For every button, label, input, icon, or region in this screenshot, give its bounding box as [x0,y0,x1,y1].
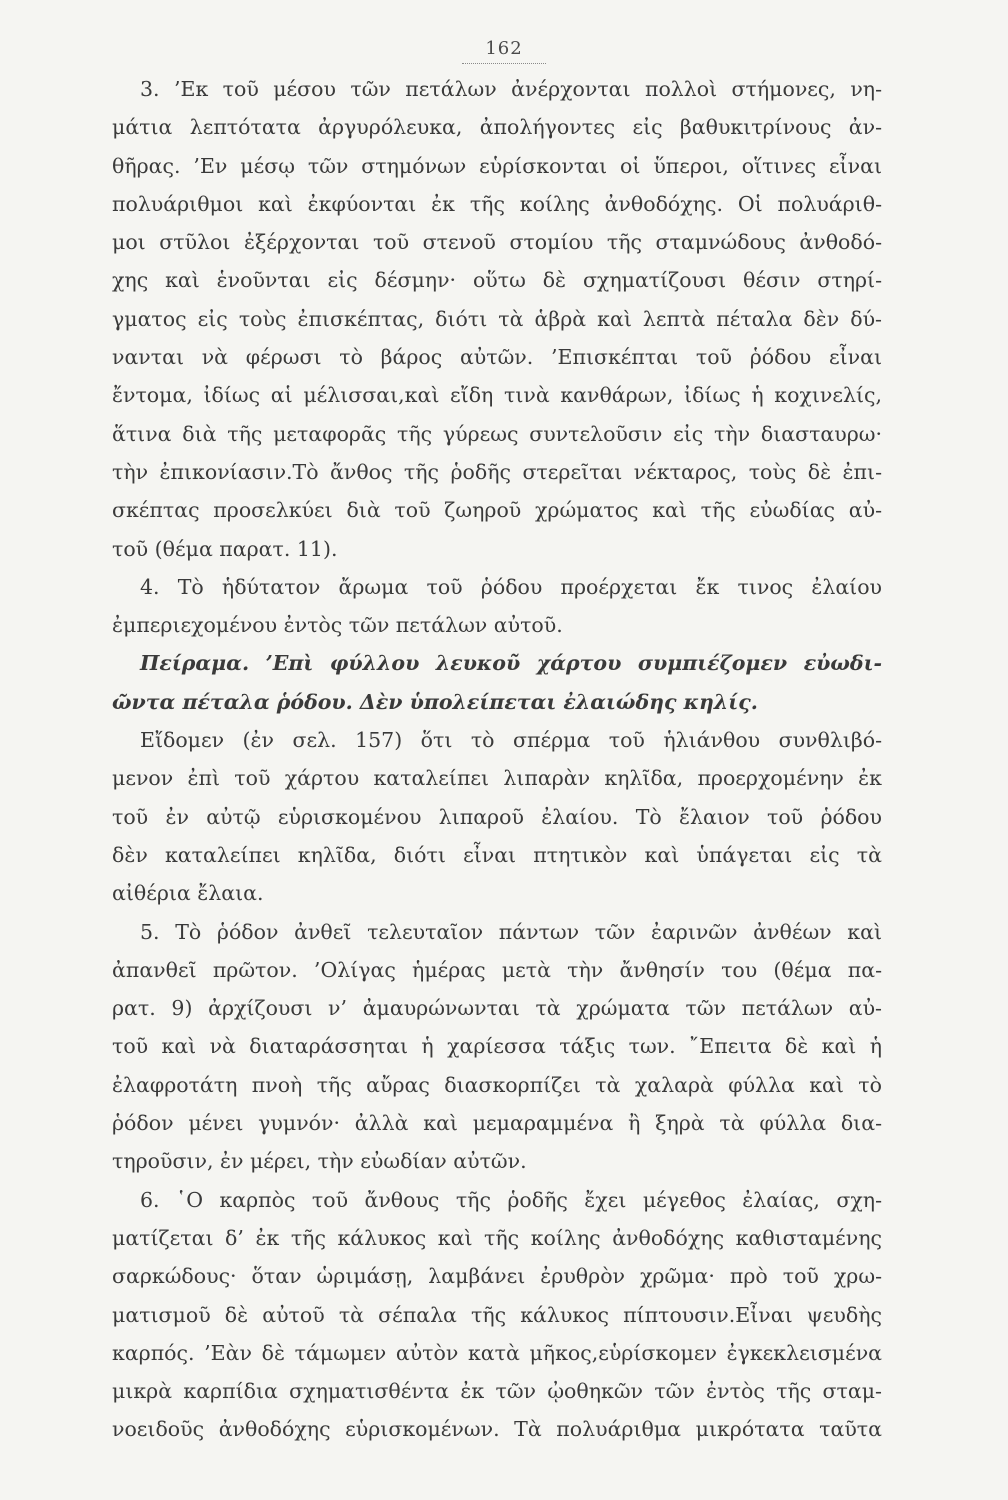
text-line: νοειδοῦς ἀνθοδόχης εὑρισκομένων. Τὰ πολυάριθμα μικρότατα ταῦτα [112,1417,882,1442]
text-line: πολυάριθμοι καὶ ἐκφύονται ἐκ τῆς κοίλης ἀνθοδόχης. Οἱ πολυάριθ- [112,191,882,216]
text-line: ματισμοῦ δὲ αὐτοῦ τὰ σέπαλα τῆς κάλυκος πίπτουσιν.Εἶναι ψευδὴς [112,1302,882,1327]
text-line: ματίζεται δ’ ἐκ τῆς κάλυκος καὶ τῆς κοίλης ἀνθοδόχης καθισταμένης [112,1225,882,1250]
text-line: τοῦ ἐν αὐτῷ εὑρισκομένου λιπαροῦ ἐλαίου. Τὸ ἔλαιον τοῦ ῥόδου [112,804,882,829]
text-line: 3. ’Εκ τοῦ μέσου τῶν πετάλων ἀνέρχονται πολλοὶ στήμονες, νη- [140,77,882,101]
text-line: ρατ. 9) ἀρχίζουσι ν’ ἀμαυρώνωνται τὰ χρώματα τῶν πετάλων αὐ- [112,996,882,1021]
text-line: Εἴδομεν (ἐν σελ. 157) ὅτι τὸ σπέρμα τοῦ ἡλιάνθου συνθλιβό- [140,728,882,753]
text-line: σκέπτας προσελκύει διὰ τοῦ ζωηροῦ χρώματος καὶ τῆς εὐωδίας αὐ- [112,498,882,523]
text-line: ἀπανθεῖ πρῶτον. ’Ολίγας ἡμέρας μετὰ τὴν ἄνθησίν του (θέμα πα- [112,957,882,982]
text-line: τὴν ἐπικονίασιν.Τὸ ἄνθος τῆς ῥοδῆς στερεῖται νέκταρος, τοὺς δὲ ἐπι- [112,459,882,484]
text-line: 6. ῾Ο καρπὸς τοῦ ἄνθους τῆς ῥοδῆς ἔχει μέγεθος ἐλαίας, σχη- [140,1187,882,1212]
text-line: μικρὰ καρπίδια σχηματισθέντα ἐκ τῶν ᾠοθηκῶν τῶν ἐντὸς τῆς σταμ- [112,1379,882,1404]
page-number: 162 [485,38,523,59]
text-line: δὲν καταλείπει κηλῖδα, διότι εἶναι πτητικὸν καὶ ὑπάγεται εἰς τὰ [112,842,882,867]
text-line: τοῦ καὶ νὰ διαταράσσηται ἡ χαρίεσσα τάξις των. ῎Επειτα δὲ καὶ ἡ [112,1034,882,1059]
experiment-heading-line: Πείραμα. ’Επὶ φύλλου λευκοῦ χάρτου συμπιέζομεν εὐωδι- [140,651,882,676]
text-line: γματος εἰς τοὺς ἐπισκέπτας, διότι τὰ ἁβρὰ καὶ λεπτὰ πέταλα δὲν δύ- [112,306,882,331]
text-line: θῆρας. ’Εν μέσῳ τῶν στημόνων εὑρίσκονται οἱ ὕπεροι, οἵτινες εἶναι [112,153,882,178]
body-text [112,70,882,1449]
text-line: αἰθέρια ἔλαια. [112,881,264,906]
text-line: τηροῦσιν, ἐν μέρει, τὴν εὐωδίαν αὐτῶν. [112,1149,527,1174]
text-line: μενον ἐπὶ τοῦ χάρτου καταλείπει λιπαρὰν κηλῖδα, προερχομένην ἐκ [112,766,882,791]
text-line: μάτια λεπτότατα ἀργυρόλευκα, ἀπολήγοντες εἰς βαθυκιτρίνους ἀν- [112,115,882,140]
text-line: τοῦ (θέμα παρατ. 11). [112,536,338,561]
text-line: ἐμπεριεχομένου ἐντὸς τῶν πετάλων αὐτοῦ. [112,613,563,638]
text-line: ἅτινα διὰ τῆς μεταφορᾶς τῆς γύρεως συντελοῦσιν εἰς τὴν διασταυρω· [112,421,882,446]
text-line: 4. Τὸ ἡδύτατον ἄρωμα τοῦ ῥόδου προέρχεται ἔκ τινος ἐλαίου [140,574,882,599]
text-line: ἔντομα, ἰδίως αἱ μέλισσαι,καὶ εἴδη τινὰ κανθάρων, ἰδίως ἡ κοχινελίς, [112,383,882,408]
text-line: 5. Τὸ ῥόδον ἀνθεῖ τελευταῖον πάντων τῶν ἐαρινῶν ἀνθέων καὶ [140,919,882,944]
text-line: σαρκώδους· ὅταν ὡριμάσῃ, λαμβάνει ἐρυθρὸν χρῶμα· πρὸ τοῦ χρω- [112,1264,882,1289]
page-number-rule [462,63,546,64]
text-line: ἐλαφροτάτη πνοὴ τῆς αὔρας διασκορπίζει τὰ χαλαρὰ φύλλα καὶ τὸ [112,1072,882,1097]
text-line: ῥόδον μένει γυμνόν· ἀλλὰ καὶ μεμαραμμένα ἢ ξηρὰ τὰ φύλλα δια- [112,1111,882,1136]
text-line: χης καὶ ἑνοῦνται εἰς δέσμην· οὕτω δὲ σχηματίζουσι θέσιν στηρί- [112,268,882,293]
text-line: μοι στῦλοι ἐξέρχονται τοῦ στενοῦ στομίου τῆς σταμνώδους ἀνθοδό- [112,230,882,255]
text-line: νανται νὰ φέρωσι τὸ βάρος αὐτῶν. ’Επισκέπται τοῦ ῥόδου εἶναι [112,345,882,370]
text-line: καρπός. ’Εὰν δὲ τάμωμεν αὐτὸν κατὰ μῆκος,εὑρίσκομεν ἐγκεκλεισμένα [112,1340,882,1365]
experiment-heading-line: ῶντα πέταλα ῥόδου. Δὲν ὑπολείπεται ἐλαιώδης κηλίς. [112,689,758,714]
